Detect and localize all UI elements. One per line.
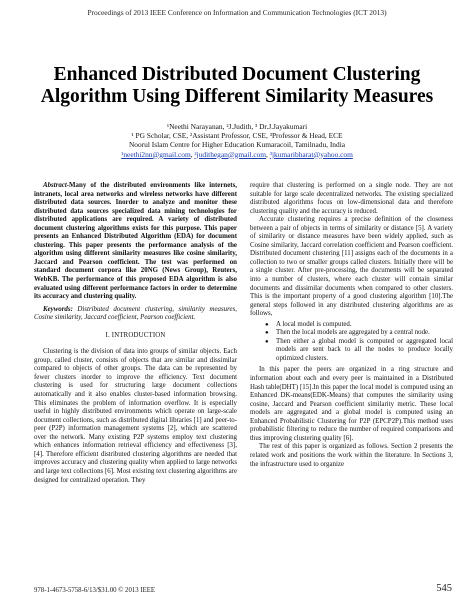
abstract-text: Many of the distributed environments like internets, intranets, local area networks and wireless networks have different distributed data sources. Inorder to analyze and monitor these distributed data sources specialized data mining technologies for distributed applications are required. A variety of distributed document clustering algorithms exists for this purpose. This paper presents an Enhanced Distributed Algorithm (EDA) for document clustering. This paper presents the performance analysis of the algorithm using different similarity measures like cosine similarity, Jaccard and Pearson coefficient. The test was performed on standard document corpora like 20NG (News Group), Reuters, WebKB. The performance of this proposed EDA algorithm is also evaluated using different performance factors in order to determine its accuracy and clustering quality.	[34, 182, 237, 301]
email-link[interactable]: ³jkumaribharat@yahoo.com	[269, 149, 353, 159]
section-heading: I. INTRODUCTION	[105, 331, 166, 339]
keywords	[34, 306, 237, 323]
paragraph: The rest of this paper is organized as follows. Section 2 presents the related work and positions the work within the literature. In Sections 3, the infrastructure used to organize	[250, 443, 453, 468]
author-block	[80, 122, 394, 159]
authors-line: ¹Neethi Narayanan, ²J.Judith, ³ Dr.J.Jayakumari	[166, 122, 308, 131]
institution-line: Noorul Islam Centre for Higher Education Kumaracoil, Tamilnadu, India	[128, 140, 346, 150]
paragraph: Clustering is the division of data into groups of similar objects. Each group, called cluster, consists of objects that are similar and dissimilar compared to objects of other groups. The data can be represented by fewer clusters inorder to improve the efficiency. Text document clustering is used for structuring large document collections automatically and it also enables cluster-based information browsing. This eliminates the problem of information overflow. It is especially useful in highly distributed environments which operate on large-scale document collections, such as distributed digital libraries [1] and peer-to-peer (P2P) information management systems [2], which are scattered over the network. Many existing P2P systems employ text clustering which enhances information retrieval efficiency and effectiveness [3], [4]. Therefore efficient distributed clustering algorithms are needed that improves accuracy and clustering quality when applied to large networks and large text collections [6]. Most existing text clustering algorithms are designed for centralized operation. They	[34, 348, 237, 484]
paragraph: Accurate clustering requires a precise definition of the closeness between a pair of objects in terms of similarity or distance [5]. A variety of similarity or distance measures have been widely applied, such as Cosine similarity, Jaccard correlation coefficient and Pearson coefficient. Distributed document clustering [11] assigns each of the documents in a collection to two or smaller groups called clusters. Initially there will be a single cluster. After pre-processing, the documents will be separated into a number of clusters, where each cluster will contain similar documents and dissimilar documents when compared to other clusters. This is the important property of a good clustering algorithm [10].The general steps followed in any distributed clustering algorithms are as follows,	[250, 216, 453, 318]
page-number: 545	[436, 583, 452, 594]
keywords-text: Distributed document clustering, similarity measures, Cosine similarity, Jaccard coefficient, Pearson coefficient.	[34, 305, 237, 322]
list-item: ● Then either a global model is computed or aggregated local models are sent back to all the nodes to produce locally optimized clusters.	[276, 338, 453, 364]
copyright-footer: 978-1-4673-5758-6/13/$31.00 © 2013 IEEE	[34, 587, 156, 594]
keywords-label: Keywords:	[43, 305, 73, 313]
conference-header: Proceedings of 2013 IEEE Conference on Information and Communication Technologies (ICT 2013)	[87, 8, 387, 17]
list-item: ● A local model is computed.	[276, 321, 453, 330]
abstract	[34, 182, 237, 302]
bullet-list	[250, 321, 453, 364]
paragraph: In this paper the peers are organized in a ring structure and information about each and every peer is maintained in a Distributed Hash table(DHT) [15].In this paper the local model is computed using an Enhanced DK-means(EDK-Means) that computes the similarity using cosine, Jaccard and Pearson coefficient similarity metric. These local models are aggregated and a global model is computed using an Enhanced Probabilistic Clustering for P2P (EPCP2P).This method uses probabilistic filtering to reduce the number of required comparisons and thus improving clustering quality [6].	[250, 366, 453, 442]
email-link[interactable]: ¹neethi2nn@gmail.com	[121, 149, 191, 159]
affiliation-line: ¹ PG Scholar, CSE, ²Assistant Professor, CSE, ³Professor & Head, ECE	[131, 131, 343, 141]
list-item: ● Then the local models are aggregated by a central node.	[276, 329, 453, 338]
paper-title: Enhanced Distributed Document Clustering Algorithm Using Different Similarity Measures	[40, 64, 434, 107]
abstract-label: Abstract-	[43, 182, 70, 189]
paragraph-continued: require that clustering is performed on a single node. They are not suitable for large scale decentralized networks. The existing specialized distributed algorithms focus on low-dimensional data and therefore clustering quality and the accuracy is reduced.	[250, 182, 453, 215]
right-column	[250, 182, 453, 469]
left-column	[34, 182, 237, 485]
email-line: ¹neethi2nn@gmail.com, ²judithegan@gmail.com, ³jkumaribharat@yahoo.com	[121, 149, 353, 159]
email-link[interactable]: ²judithegan@gmail.com	[194, 149, 267, 159]
